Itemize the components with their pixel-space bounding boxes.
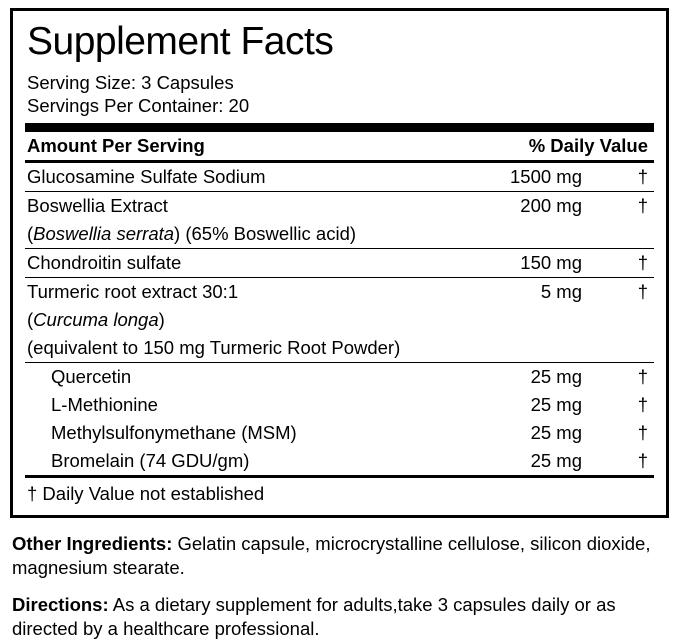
ingredient-dv: †: [637, 422, 648, 443]
serving-size: Serving Size: 3 Capsules: [27, 72, 234, 93]
header-amount-spacer: [409, 132, 529, 160]
ingredient-equivalent-note: (equivalent to 150 mg Turmeric Root Powder): [27, 337, 401, 358]
table-row-subtext: [25, 306, 654, 334]
ingredient-name: Turmeric root extract 30:1: [27, 281, 239, 302]
table-row-subtext: [25, 220, 654, 249]
ingredient-amount: 25 mg: [530, 366, 582, 387]
ingredient-name: Boswellia Extract: [27, 195, 168, 216]
table-row: [25, 419, 654, 447]
table-row: [25, 363, 654, 391]
ingredient-dv: †: [637, 394, 648, 415]
directions-heading: Directions:: [12, 594, 109, 615]
table-row: [25, 391, 654, 419]
ingredient-name: Methylsulfonymethane (MSM): [51, 422, 297, 443]
servings-per-container: Servings Per Container: 20: [27, 95, 250, 116]
ingredient-dv: †: [637, 166, 648, 187]
header-daily-value: % Daily Value: [528, 135, 648, 156]
ingredient-amount: 25 mg: [530, 450, 582, 471]
daily-value-footnote: † Daily Value not established: [27, 483, 265, 504]
ingredient-subname-rest: ) (65% Boswellic acid): [174, 223, 357, 244]
ingredient-name: Chondroitin sulfate: [27, 252, 182, 273]
other-ingredients: [12, 532, 667, 579]
ingredient-dv: †: [637, 252, 648, 273]
ingredient-amount: 5 mg: [540, 281, 582, 302]
table-row: [25, 447, 654, 475]
ingredient-amount: 150 mg: [520, 252, 582, 273]
table-row: [25, 163, 654, 192]
table-header-row: [25, 132, 654, 160]
ingredient-dv: †: [637, 195, 648, 216]
table-row: [25, 278, 654, 306]
ingredient-dv: †: [637, 366, 648, 387]
divider-thick: [25, 123, 654, 132]
ingredient-name: Bromelain (74 GDU/gm): [51, 450, 250, 471]
ingredient-name: L-Methionine: [51, 394, 158, 415]
page-title: Supplement Facts: [27, 20, 334, 63]
directions-text: As a dietary supplement for adults,take 3 capsules daily or as directed by a healthcare professional.: [12, 594, 616, 639]
table-row-subtext: [25, 334, 654, 363]
ingredient-subname: (Curcuma longa): [27, 309, 165, 330]
ingredient-latin-name: Boswellia serrata: [33, 223, 175, 244]
ingredient-amount: 200 mg: [520, 195, 582, 216]
ingredient-name: Glucosamine Sulfate Sodium: [27, 166, 266, 187]
header-amount-per-serving: Amount Per Serving: [27, 135, 205, 156]
ingredient-dv: †: [637, 281, 648, 302]
ingredient-amount: 1500 mg: [510, 166, 582, 187]
other-ingredients-heading: Other Ingredients:: [12, 533, 173, 554]
ingredient-name: Quercetin: [51, 366, 132, 387]
ingredient-amount: 25 mg: [530, 422, 582, 443]
table-row: [25, 249, 654, 278]
table-row: [25, 192, 654, 220]
ingredient-subname: (Boswellia serrata) (65% Boswellic acid): [27, 223, 357, 244]
ingredient-dv: †: [637, 450, 648, 471]
ingredient-table: [25, 163, 654, 475]
supplement-facts-panel: [10, 8, 669, 518]
other-ingredients-text: Gelatin capsule, microcrystalline cellulose, silicon dioxide, magnesium stearate.: [12, 533, 651, 578]
ingredient-latin-name: Curcuma longa: [33, 309, 159, 330]
ingredient-amount: 25 mg: [530, 394, 582, 415]
nutrition-table: [25, 132, 654, 160]
directions: [12, 593, 667, 640]
